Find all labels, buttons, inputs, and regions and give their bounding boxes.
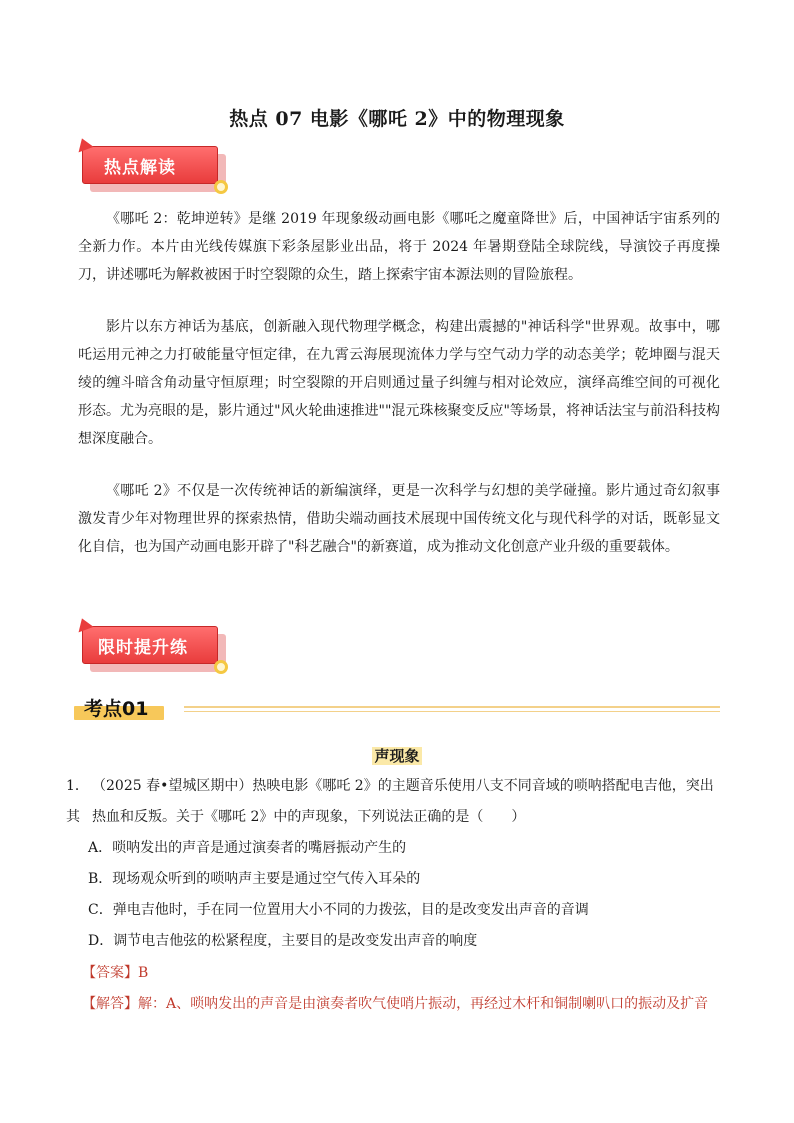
section-divider	[184, 706, 720, 708]
ring-icon	[214, 180, 228, 194]
answer-line: 【答案】B	[82, 965, 149, 981]
page-title: 热点 07 电影《哪吒 2》中的物理现象	[229, 108, 565, 130]
section-label: 考点01	[84, 698, 149, 720]
section-header	[74, 694, 720, 722]
intro-paragraph-1: 《哪吒 2：乾坤逆转》是继 2019 年现象级动画电影《哪吒之魔童降世》后，中国神话宇宙系列的全新力作。本片由光线传媒旗下彩条屋影业出品，将于 2024 年暑期登陆全球院线，导演饺子再度操刀，讲述哪吒为解救被困于时空裂隙的众生，踏上探索宇宙本源法则的冒险旅程。	[78, 211, 720, 283]
intro-paragraph-2: 影片以东方神话为基底，创新融入现代物理学概念，构建出震撼的"神话科学"世界观。故事中，哪吒运用元神之力打破能量守恒定律，在九霄云海展现流体力学与空气动力学的动态美学；乾坤圈与混天绫的缠斗暗含角动量守恒原理；时空裂隙的开启则通过量子纠缠与相对论效应，演绎高维空间的可视化形态。尤为亮眼的是，影片通过"风火轮曲速推进""混元珠核聚变反应"等场景，将神话法宝与前沿科技构想深度融合。	[78, 319, 720, 447]
topic-subheading	[0, 745, 794, 766]
analysis-line: 【解答】解：A、唢呐发出的声音是由演奏者吹气使哨片振动，再经过木杆和铜制喇叭口的振动及扩音	[82, 996, 709, 1012]
question-number: 1．	[66, 778, 89, 794]
question-stem-line1: （2025 春•望城区期中）热映电影《哪吒 2》的主题音乐使用八支不同音域的唢呐搭配电吉他，突出其	[66, 778, 714, 825]
intro-paragraph-3: 《哪吒 2》不仅是一次传统神话的新编演绎，更是一次科学与幻想的美学碰撞。影片通过奇幻叙事激发青少年对物理世界的探索热情，借助尖端动画技术展现中国传统文化与现代科学的对话，既彰显文化自信，也为国产动画电影开辟了"科艺融合"的新赛道，成为推动文化创意产业升级的重要载体。	[78, 483, 720, 555]
hotspot-analysis-badge	[82, 146, 232, 198]
section-divider-thin	[184, 711, 720, 712]
option-a: A．唢呐发出的声音是通过演奏者的嘴唇振动产生的	[88, 840, 407, 856]
topic-subheading-text: 声现象	[374, 747, 420, 765]
timed-practice-badge	[82, 626, 232, 678]
option-b: B．现场观众听到的唢呐声主要是通过空气传入耳朵的	[88, 871, 421, 887]
badge-label: 限时提升练	[98, 638, 188, 658]
badge-label: 热点解读	[104, 158, 176, 178]
question-stem-line2: 热血和反叛。关于《哪吒 2》中的声现象，下列说法正确的是（ ）	[92, 809, 526, 825]
ring-icon	[214, 660, 228, 674]
option-d: D．调节电吉他弦的松紧程度，主要目的是改变发出声音的响度	[88, 933, 478, 949]
option-c: C．弹电吉他时，手在同一位置用大小不同的力拨弦，目的是改变发出声音的音调	[88, 902, 589, 918]
